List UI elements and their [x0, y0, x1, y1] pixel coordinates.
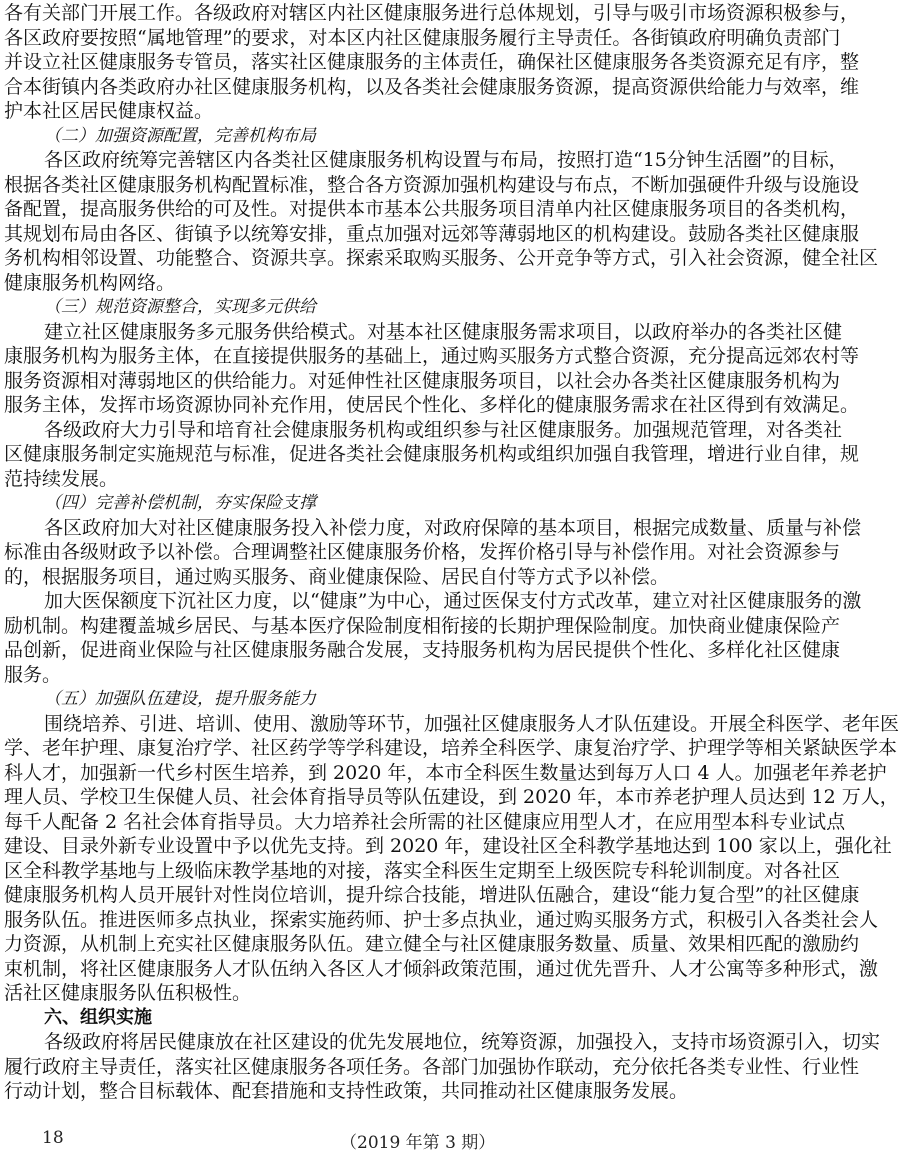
paragraph-line: 合本街镇内各类政府办社区健康服务机构，以及各类社会健康服务资源，提高资源供给能力与效率，维: [4, 75, 860, 98]
subsection-heading: （四）完善补偿机制，夯实保险支撑: [44, 493, 316, 513]
paragraph-line: 围绕培养、引进、培训、使用、激励等环节，加强社区健康服务人才队伍建设。开展全科医学、老年医: [44, 712, 899, 735]
paragraph-line: 标准由各级财政予以补偿。合理调整社区健康服务价格，发挥价格引导与补偿作用。对社会资源参与: [4, 541, 841, 563]
paragraph-line: 各级政府大力引导和培育社会健康服务机构或组织参与社区健康服务。加强规范管理，对各类社: [44, 418, 843, 441]
paragraph-line: 其规划布局由各区、街镇予以统筹安排，重点加强对远郊等薄弱地区的机构建设。鼓励各类社区健康服: [4, 222, 860, 245]
paragraph-line: 服务。: [4, 663, 62, 686]
subsection-heading: （二）加强资源配置，完善机构布局: [44, 125, 316, 146]
paragraph-line: 康服务机构为服务主体，在直接提供服务的基础上，通过购买服务方式整合资源，充分提高远郊农村等: [4, 345, 860, 367]
paragraph-line: 各区政府统筹完善辖区内各类社区健康服务机构设置与布局，按照打造“15分钟生活圈”的目标，: [44, 149, 848, 171]
paragraph-line: 各区政府加大对社区健康服务投入补偿力度，对政府保障的基本项目，根据完成数量、质量与补偿: [44, 516, 862, 539]
paragraph-line: 的，根据服务项目，通过购买服务、商业健康保险、居民自付等方式予以补偿。: [4, 565, 670, 588]
paragraph-line: 各级政府将居民健康放在社区建设的优先发展地位，统筹资源，加强投入，支持市场资源引入，切实: [44, 1031, 881, 1053]
paragraph-line: 履行政府主导责任，落实社区健康服务各项任务。各部门加强协作联动，充分依托各类专业性、行业性: [4, 1055, 860, 1078]
paragraph-line: 各有关部门开展工作。各级政府对辖区内社区健康服务进行总体规划，引导与吸引市场资源积极参与，: [4, 2, 860, 24]
paragraph-line: 每千人配备 2 名社会体育指导员。大力培养社会所需的社区健康应用型人才，在应用型本科专业试点: [4, 810, 846, 833]
subsection-heading: （五）加强队伍建设，提升服务能力: [44, 689, 316, 709]
paragraph-line: 区全科教学基地与上级临床教学基地的对接，落实全科医生定期至上级医院专科轮训制度。对各社区: [4, 859, 841, 882]
paragraph-line: 束机制，将社区健康服务人才队伍纳入各区人才倾斜政策范围，通过优先晋升、人才公寓等多种形式，激: [4, 957, 879, 980]
paragraph-line: 服务队伍。推进医师多点执业，探索实施药师、护士多点执业，通过购买服务方式，积极引入各类社会人: [4, 908, 879, 931]
paragraph-line: 活社区健康服务队伍积极性。: [4, 982, 252, 1004]
paragraph-line: 理人员、学校卫生保健人员、社会体育指导员等队伍建设，到 2020 年，本市养老护理人员达到 12 万人，: [4, 786, 899, 808]
paragraph-line: 加大医保额度下沉社区力度，以“健康”为中心，通过医保支付方式改革，建立对社区健康服务的激: [44, 590, 862, 612]
paragraph-line: 行动计划，整合目标载体、配套措施和支持性政策，共同推动社区健康服务发展。: [4, 1080, 689, 1102]
paragraph-line: 备配置，提高服务供给的可及性。对提供本市基本公共服务项目清单内社区健康服务项目的各类机构，: [4, 198, 860, 220]
paragraph-line: 励机制。构建覆盖城乡居民、与基本医疗保险制度相衔接的长期护理保险制度。加快商业健康保险产: [4, 614, 841, 637]
paragraph-line: 服务资源相对薄弱地区的供给能力。对延伸性社区健康服务项目，以社会办各类社区健康服务机构为: [4, 369, 841, 392]
paragraph-line: 建设、目录外新专业设置中予以优先支持。到 2020 年，建设社区全科教学基地达到 100 家以上，强化社: [4, 835, 892, 857]
paragraph-line: 力资源，从机制上充实社区健康服务队伍。建立健全与社区健康服务数量、质量、效果相匹配的激励约: [4, 933, 860, 955]
page-number: 18: [42, 1128, 64, 1148]
paragraph-line: 健康服务机构网络。: [4, 271, 176, 294]
subsection-heading: （三）规范资源整合，实现多元供给: [44, 297, 316, 317]
paragraph-line: 学、老年护理、康复治疗学、社区药学等学科建设，培养全科医学、康复治疗学、护理学等相关紧缺医学本: [4, 737, 898, 759]
paragraph-line: 区健康服务制定实施规范与标准，促进各类社会健康服务机构或组织加强自我管理，增进行业自律，规: [4, 443, 860, 465]
issue-label: （2019 年第 3 期）: [340, 1133, 496, 1153]
document-body: [4, 1, 899, 1104]
paragraph-line: 务机构相邻设置、功能整合、资源共享。探索采取购买服务、公开竞争等方式，引入社会资源，健全社区: [4, 247, 879, 269]
paragraph-line: 根据各类社区健康服务机构配置标准，整合各方资源加强机构建设与布点，不断加强硬件升级与设施设: [4, 173, 860, 196]
paragraph-line: 品创新，促进商业保险与社区健康服务融合发展，支持服务机构为居民提供个性化、多样化社区健康: [4, 639, 841, 661]
paragraph-line: 科人才，加强新一代乡村医生培养，到 2020 年，本市全科医生数量达到每万人口 4 人。加强老年养老护: [4, 761, 887, 784]
section-heading: 六、组织实施: [44, 1006, 152, 1028]
paragraph-line: 建立社区健康服务多元服务供给模式。对基本社区健康服务需求项目，以政府举办的各类社区健: [44, 320, 843, 343]
paragraph-line: 健康服务机构人员开展针对性岗位培训，提升综合技能，增进队伍融合，建设“能力复合型”的社区健康: [4, 884, 860, 906]
paragraph-line: 各区政府要按照“属地管理”的要求，对本区内社区健康服务履行主导责任。各街镇政府明确负责部门: [4, 26, 841, 49]
paragraph-line: 护本社区居民健康权益。: [4, 100, 214, 122]
paragraph-line: 服务主体，发挥市场资源协同补充作用，使居民个性化、多样化的健康服务需求在社区得到有效满足。: [4, 394, 860, 416]
paragraph-line: 并设立社区健康服务专管员，落实社区健康服务的主体责任，确保社区健康服务各类资源充足有序，整: [4, 51, 860, 73]
paragraph-line: 范持续发展。: [4, 467, 119, 490]
